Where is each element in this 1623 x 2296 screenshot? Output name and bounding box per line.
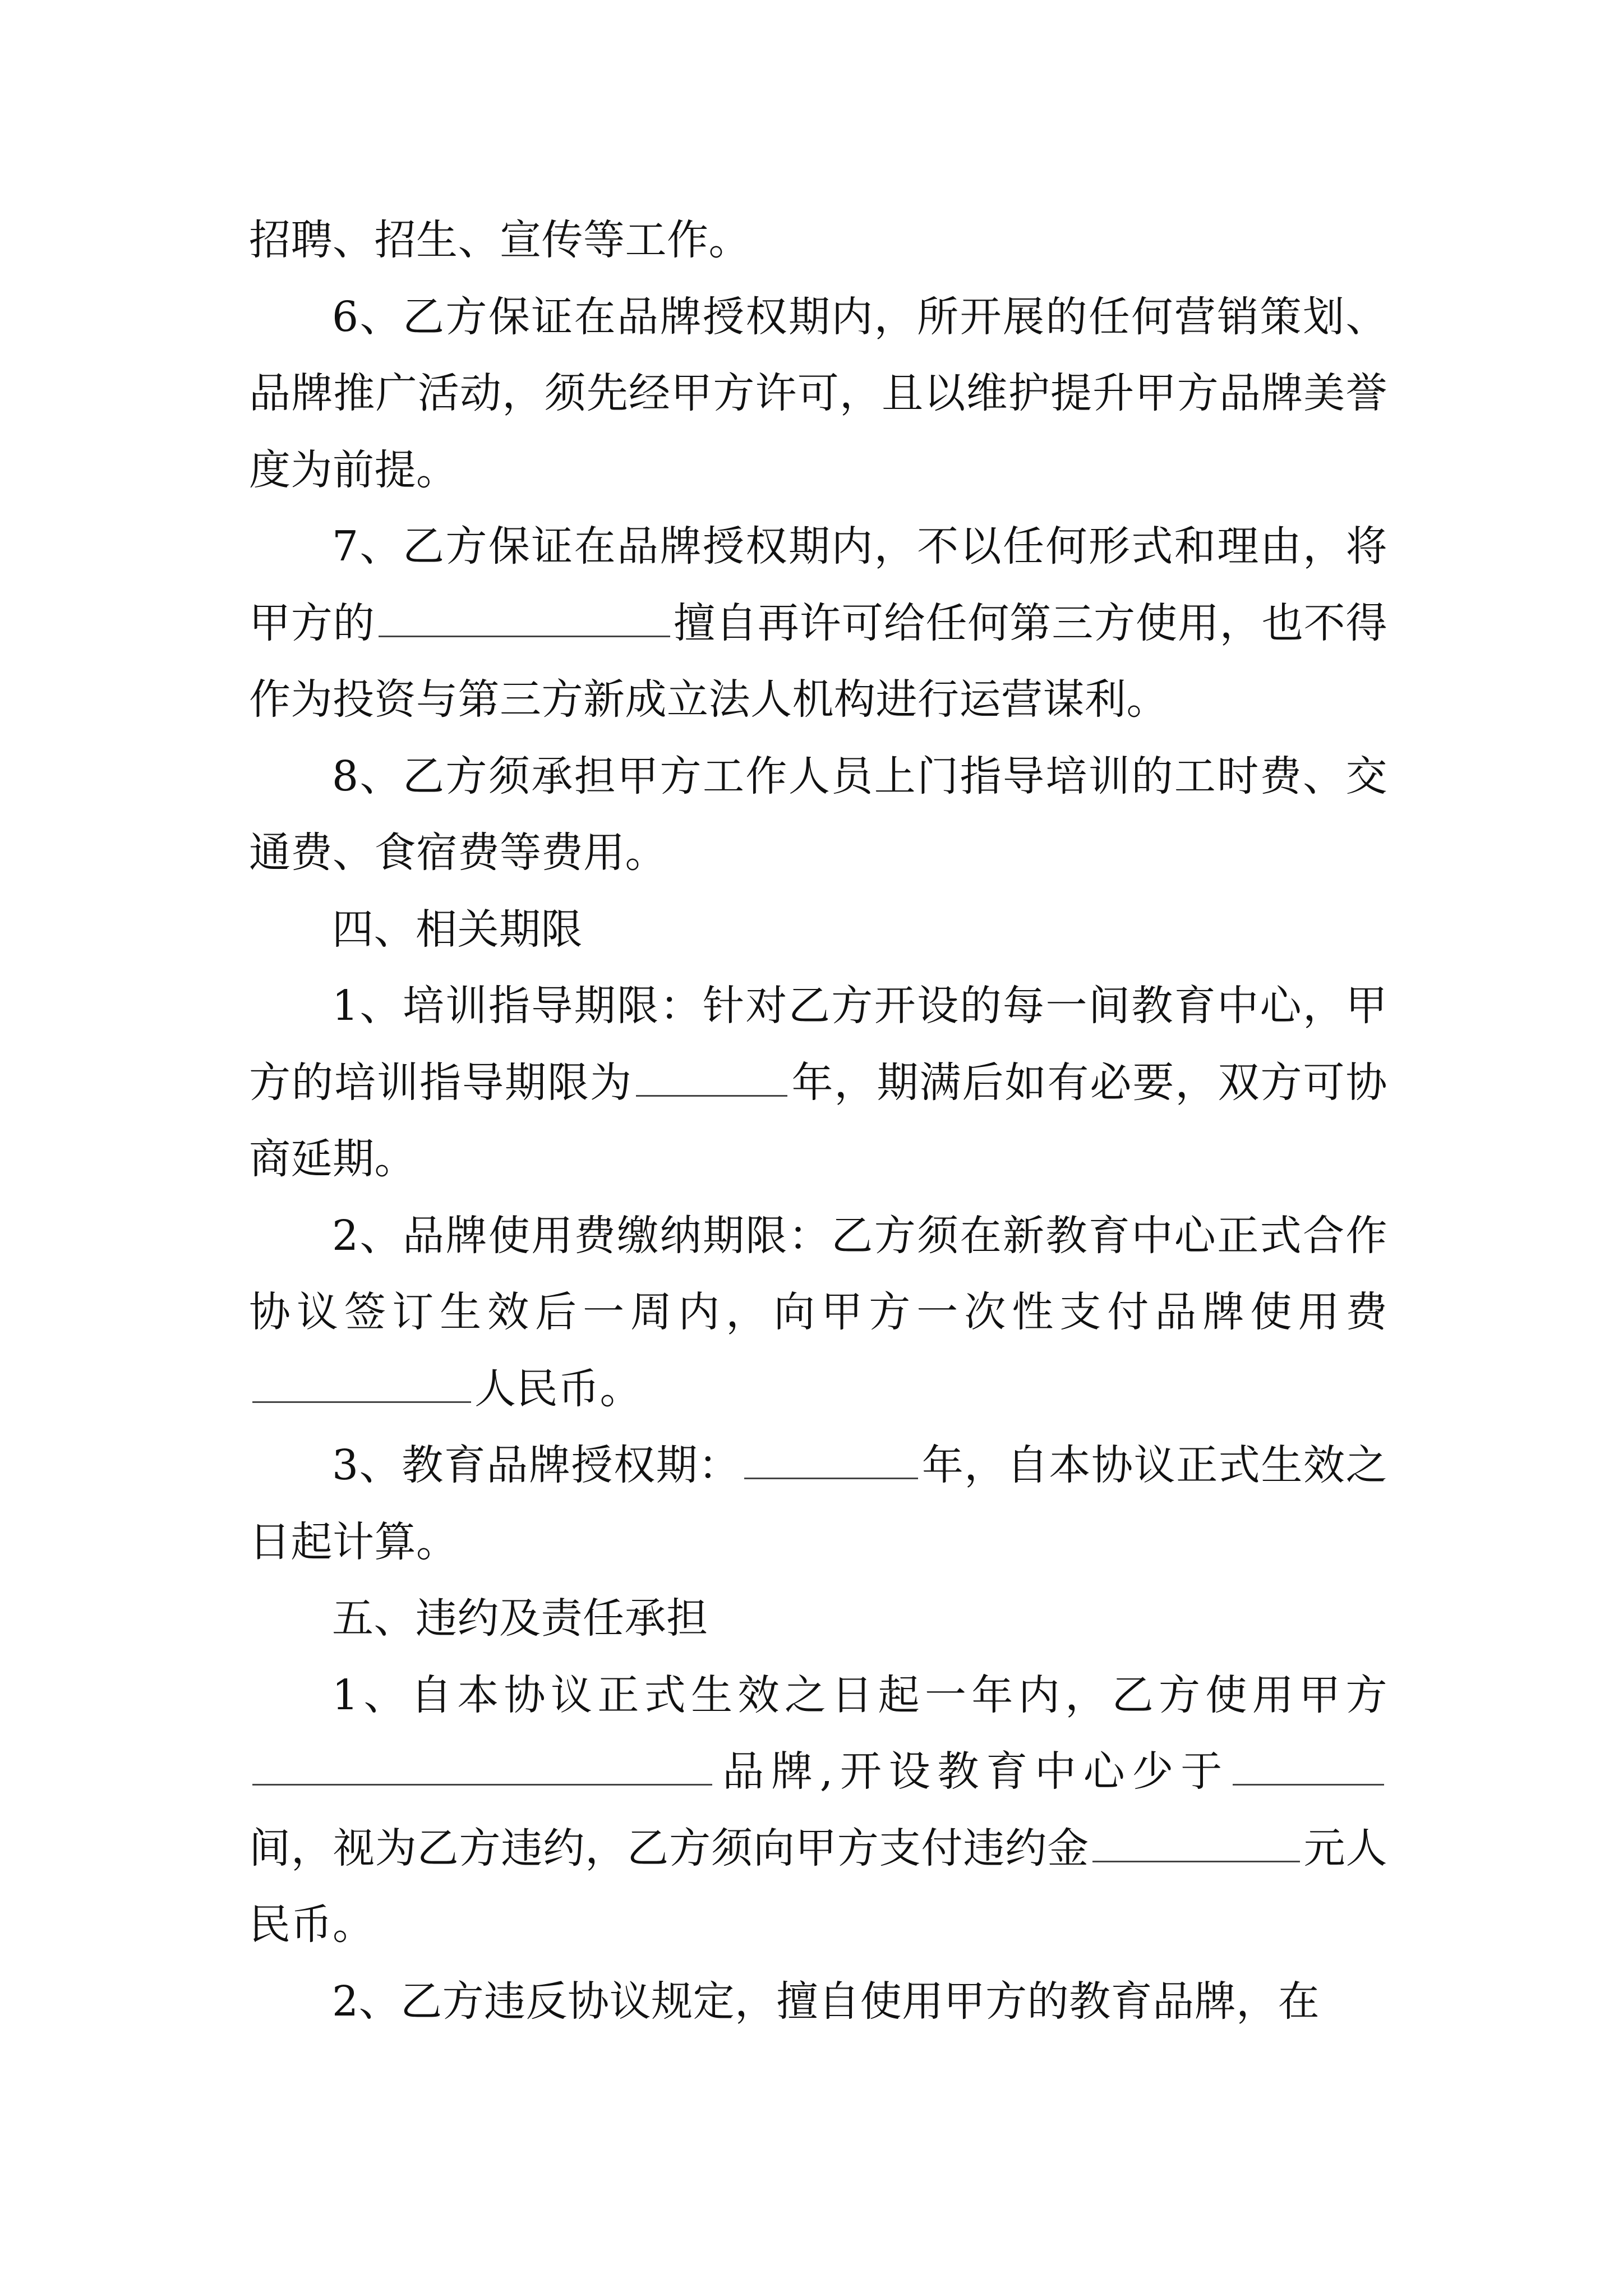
paragraph-text: 1、自本协议正式生效之日起一年内，乙方使用甲方 [332, 1671, 1387, 1719]
document-body [249, 202, 1387, 2040]
paragraph-text: 元人民币。 [249, 1824, 1388, 1949]
fill-in-blank-center-count[interactable] [1233, 1750, 1384, 1786]
paragraph-text: 1、培训指导期限：针对乙方开设的每一间教育中心，甲方的培训指导期限为 [249, 982, 1387, 1107]
clause-6 [249, 279, 1387, 509]
paragraph-text: 8、乙方须承担甲方工作人员上门指导培训的工时费、交通费、食宿费等费用。 [249, 752, 1387, 877]
paragraph-text: 7、乙方保证在品牌授权期内，不以任何形式和理由，将甲方的 [249, 522, 1387, 647]
fill-in-blank-brand[interactable] [379, 602, 670, 637]
clause-8 [249, 738, 1387, 891]
paragraph-text: 2、乙方违反协议规定，擅自使用甲方的教育品牌，在 [332, 1977, 1320, 2026]
heading-text: 五、违约及责任承担 [332, 1594, 708, 1642]
paragraph-text: 年，自本协议正式生效之日起计算。 [249, 1441, 1387, 1566]
paragraph-text: 招聘、招生、宣传等工作。 [249, 216, 750, 264]
paragraph-text: 间，视为乙方违约，乙方须向甲方支付违约金 [249, 1824, 1090, 1872]
paragraph-continuation [249, 202, 1387, 279]
clause-7 [249, 508, 1387, 738]
paragraph-text: 年，期满后如有必要，双方可协商延期。 [249, 1058, 1387, 1183]
breach-clause-1 [249, 1657, 1387, 1963]
fill-in-blank-penalty-amount[interactable] [1092, 1827, 1300, 1862]
paragraph-text: 3、教育品牌授权期： [332, 1441, 741, 1489]
section-heading-5 [249, 1580, 1387, 1657]
fill-in-blank-training-years[interactable] [636, 1061, 787, 1097]
paragraph-text: 2、品牌使用费缴纳期限：乙方须在新教育中心正式合作协议签订生效后一周内，向甲方一次性支付品牌使用费 [249, 1211, 1387, 1336]
paragraph-text: 擅自再许可给任何第三方使用，也不得作为投资与第三方新成立法人机构进行运营谋利。 [249, 599, 1388, 724]
fill-in-blank-fee-amount[interactable] [252, 1368, 471, 1403]
heading-text: 四、相关期限 [332, 905, 583, 954]
paragraph-text: 品牌,开设教育中心少于 [716, 1747, 1229, 1796]
term-license-period [249, 1427, 1387, 1580]
fill-in-blank-license-years[interactable] [744, 1444, 918, 1479]
fill-in-blank-brand-name[interactable] [252, 1750, 712, 1786]
paragraph-text: 6、乙方保证在品牌授权期内，所开展的任何营销策划、品牌推广活动，须先经甲方许可，且以维护提升甲方品牌美誉度为前提。 [249, 292, 1387, 494]
breach-clause-2 [249, 1963, 1387, 2040]
paragraph-text: 人民币。 [474, 1364, 642, 1413]
term-training-period [249, 968, 1387, 1198]
section-heading-4 [249, 891, 1387, 968]
term-fee-payment [249, 1198, 1387, 1428]
